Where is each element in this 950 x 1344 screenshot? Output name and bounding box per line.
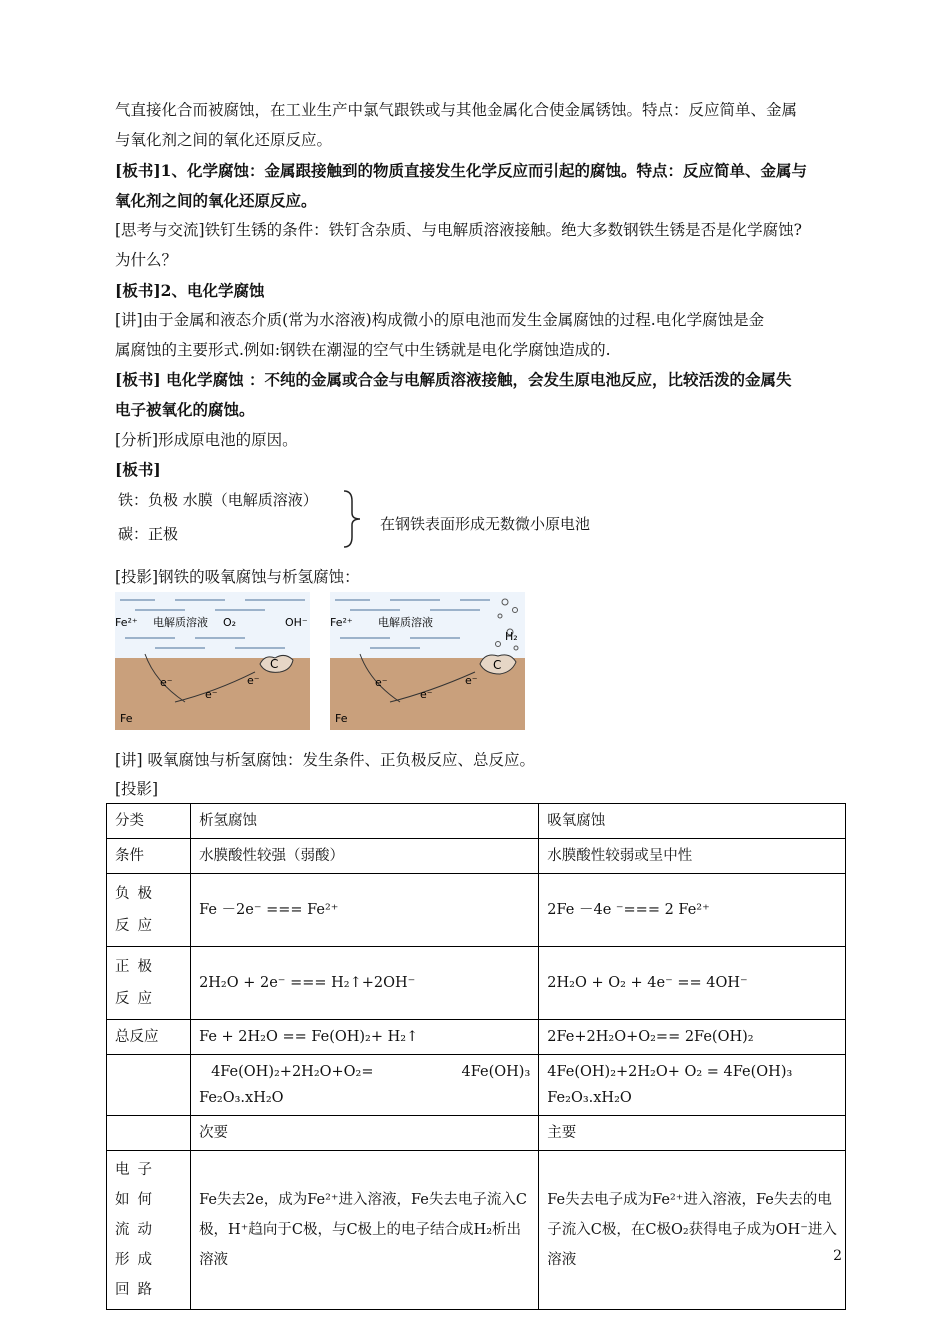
- projection-line: [投影]: [115, 780, 159, 798]
- table-cell: [107, 1055, 191, 1116]
- text-line: 属腐蚀的主要形式.例如:钢铁在潮湿的空气中生锈就是电化学腐蚀造成的.: [115, 341, 611, 359]
- oxygen-corrosion-panel: [115, 592, 310, 730]
- text-line: 氧化剂之间的氧化还原反应。: [115, 191, 317, 210]
- electron-label: e⁻: [247, 674, 260, 687]
- carbon-positive-label: 碳：正极: [118, 525, 179, 543]
- rust-product: Fe₂O₃.xH₂O: [547, 1090, 632, 1106]
- table-cell: [191, 1055, 539, 1116]
- table-cell: 条件: [107, 839, 191, 874]
- table-row: [107, 1055, 846, 1116]
- board-definition: [板书] 电化学腐蚀 ：不纯的金属或合金与电解质溶液接触，会发生原电池反应，比较活泼的金属失: [115, 370, 792, 389]
- h2-label: H₂: [505, 630, 518, 643]
- table-cell: 负极反应: [107, 874, 191, 947]
- table-cell: 分类: [107, 804, 191, 839]
- electron-label: e⁻: [160, 676, 173, 689]
- board-heading-electrochemical: [板书]2、电化学腐蚀: [115, 281, 265, 300]
- electron-label: e⁻: [205, 688, 218, 701]
- projection-line: [投影]钢铁的吸氧腐蚀与析氢腐蚀：: [115, 568, 360, 586]
- rust-equation-right: 4Fe(OH)₃: [461, 1064, 531, 1080]
- board-diagram: [118, 487, 638, 553]
- rust-product: Fe₂O₃.xH₂O: [199, 1090, 284, 1106]
- table-cell: Fe －2e⁻ === Fe²⁺: [191, 874, 539, 947]
- table-cell: [107, 1116, 191, 1151]
- text-line: 与氧化剂之间的氧化还原反应。: [115, 131, 333, 149]
- fe-label: Fe: [335, 712, 348, 725]
- table-cell: 主要: [539, 1116, 846, 1151]
- corrosion-figure: [115, 592, 525, 730]
- electrolyte-label: 电解质溶液: [378, 616, 433, 629]
- table-cell: 2Fe －4e ⁻=== 2 Fe²⁺: [539, 874, 846, 947]
- comparison-table: [106, 803, 846, 1310]
- electron-label: e⁻: [465, 674, 478, 687]
- table-cell: 总反应: [107, 1020, 191, 1055]
- text-line: 气直接化合而被腐蚀，在工业生产中氯气跟铁或与其他金属化合使金属锈蚀。特点：反应简单、金属: [115, 101, 798, 119]
- electron-label: e⁻: [375, 676, 388, 689]
- text-line: 电子被氧化的腐蚀。: [115, 400, 255, 419]
- table-row: [107, 947, 846, 1020]
- table-cell: Fe + 2H₂O == Fe(OH)₂+ H₂↑: [191, 1020, 539, 1055]
- carbon-label: C: [493, 658, 502, 672]
- o2-label: O₂: [223, 616, 237, 629]
- table-row: [107, 1151, 846, 1310]
- micro-cell-label: 在钢铁表面形成无数微小原电池: [380, 515, 591, 533]
- table-cell: 正极反应: [107, 947, 191, 1020]
- table-cell: 次要: [191, 1116, 539, 1151]
- fe-label: Fe: [120, 712, 133, 725]
- table-cell: 水膜酸性较强（弱酸）: [191, 839, 539, 874]
- table-cell: Fe失去电子成为Fe²⁺进入溶液，Fe失去的电子流入C极，在C极O₂获得电子成为OH⁻进入溶液: [539, 1151, 846, 1310]
- table-cell: Fe失去2e，成为Fe²⁺进入溶液，Fe失去电子流入C极，H⁺趋向于C极，与C极上的电子结合成H₂析出溶液: [191, 1151, 539, 1310]
- table-cell: 2H₂O + 2e⁻ === H₂↑+2OH⁻: [191, 947, 539, 1020]
- iron-negative-label: 铁：负极 水膜（电解质溶液）: [118, 491, 318, 509]
- table-cell: 2H₂O + O₂ + 4e⁻ == 4OH⁻: [539, 947, 846, 1020]
- page-number: 2: [833, 1248, 842, 1264]
- carbon-label: C: [270, 657, 279, 671]
- brace-icon: [340, 489, 362, 549]
- table-cell: 2Fe+2H₂O+O₂== 2Fe(OH)₂: [539, 1020, 846, 1055]
- rust-equation: 4Fe(OH)₂+2H₂O+ O₂ = 4Fe(OH)₃: [547, 1064, 793, 1080]
- table-cell: 吸氧腐蚀: [539, 804, 846, 839]
- hydrogen-corrosion-panel: [330, 592, 525, 730]
- text-line: 为什么？: [115, 251, 178, 269]
- rust-equation-left: 4Fe(OH)₂+2H₂O+O₂=: [211, 1064, 374, 1080]
- fe2-label: Fe²⁺: [115, 616, 138, 629]
- table-cell: [539, 1055, 846, 1116]
- table-cell: 电子如何流动形成回路: [107, 1151, 191, 1310]
- lecture-line: [讲]由于金属和液态介质(常为水溶液)构成微小的原电池而发生金属腐蚀的过程.电化学腐蚀是金: [115, 311, 765, 329]
- table-row: [107, 839, 846, 874]
- table-row: [107, 1020, 846, 1055]
- table-row: [107, 804, 846, 839]
- table-cell: 析氢腐蚀: [191, 804, 539, 839]
- think-discuss-line: [思考与交流]铁钉生锈的条件：铁钉含杂质、与电解质溶液接触。绝大多数钢铁生锈是否是化学腐蚀?: [115, 221, 802, 239]
- table-row: [107, 1116, 846, 1151]
- oh-label: OH⁻: [285, 616, 308, 629]
- electron-label: e⁻: [420, 688, 433, 701]
- lecture-line: [讲] 吸氧腐蚀与析氢腐蚀：发生条件、正负极反应、总反应。: [115, 751, 536, 769]
- board-heading-chemical-corrosion: [板书]1、化学腐蚀：金属跟接触到的物质直接发生化学反应而引起的腐蚀。特点：反应简单、金属与: [115, 161, 807, 180]
- electrolyte-label: 电解质溶液: [153, 616, 208, 629]
- fe2-label: Fe²⁺: [330, 616, 353, 629]
- analysis-line: [分析]形成原电池的原因。: [115, 431, 298, 449]
- table-row: [107, 874, 846, 947]
- table-cell: 水膜酸性较弱或呈中性: [539, 839, 846, 874]
- board-label: [板书]: [115, 460, 161, 479]
